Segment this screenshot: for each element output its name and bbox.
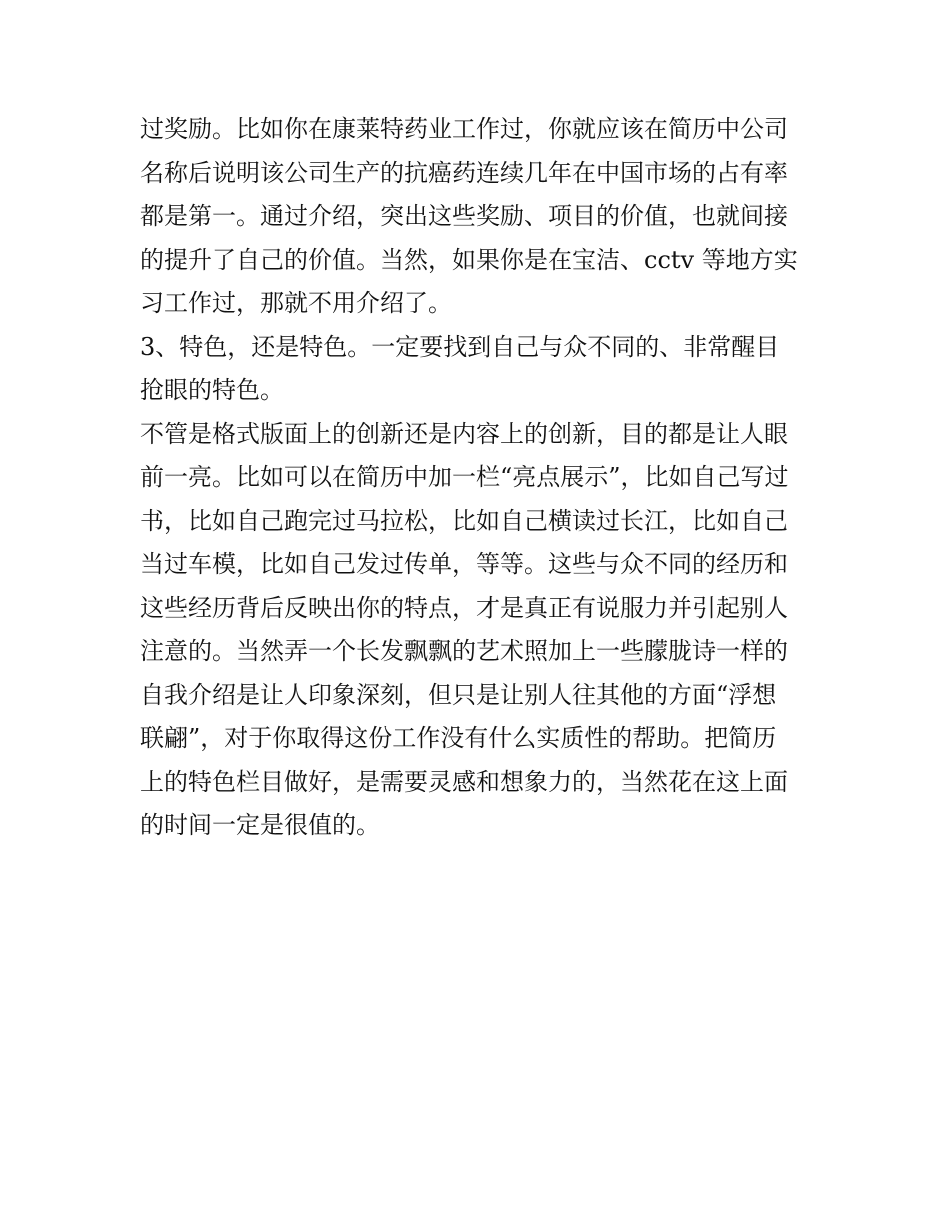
text-line: 习工作过，那就不用介绍了。 [140, 289, 452, 317]
text-line: 的提升了自己的价值。当然，如果你是在宝洁、cctv 等地方实 [140, 245, 798, 274]
text-line: 注意的。当然弄一个长发飘飘的艺术照加上一些朦胧诗一样的 [140, 637, 788, 665]
text-line: 名称后说明该公司生产的抗癌药连续几年在中国市场的占有率 [140, 158, 788, 187]
text-line: 上的特色栏目做好，是需要灵感和想象力的，当然花在这上面 [140, 767, 788, 796]
text-line: 的时间一定是很值的。 [140, 811, 380, 839]
text-line: 书，比如自己跑完过马拉松，比如自己横读过长江，比如自己 [140, 506, 788, 535]
body-text [140, 108, 812, 848]
text-line: 过奖励。比如你在康莱特药业工作过，你就应该在简历中公司 [140, 115, 788, 143]
text-line: 当过车模，比如自己发过传单，等等。这些与众不同的经历和 [140, 550, 788, 578]
section-heading-line: 抢眼的特色。 [140, 376, 284, 404]
section-heading-line: 3、特色，还是特色。一定要找到自己与众不同的、非常醒目 [140, 332, 780, 361]
text-line: 自我介绍是让人印象深刻，但只是让别人往其他的方面“浮想 [140, 680, 777, 709]
text-line: 前一亮。比如可以在简历中加一栏“亮点展示”，比如自己写过 [140, 463, 789, 491]
text-line: 不管是格式版面上的创新还是内容上的创新，目的都是让人眼 [140, 419, 788, 448]
text-line: 这些经历背后反映出你的特点，才是真正有说服力并引起别人 [140, 593, 788, 622]
text-line: 联翩”，对于你取得这份工作没有什么实质性的帮助。把简历 [140, 724, 777, 752]
text-line: 都是第一。通过介绍，突出这些奖励、项目的价值，也就间接 [140, 202, 788, 230]
